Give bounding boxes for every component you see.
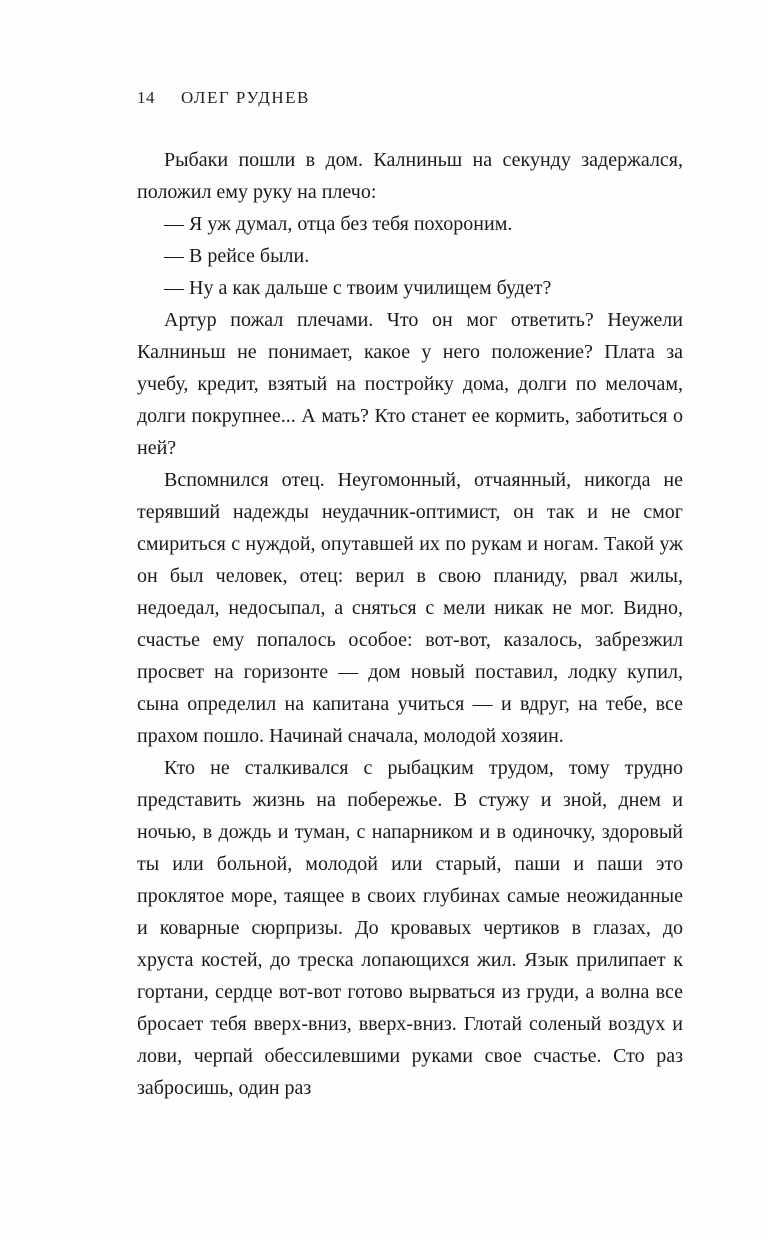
paragraph-narrative: Артур пожал плечами. Что он мог ответить? Неужели Калниньш не понимает, какое у него положение? Плата за учебу, кредит, взятый на постройку дома, долги по мелочам, долги покрупнее... А мать? Кто станет ее кормить, заботиться о ней? bbox=[137, 309, 683, 459]
running-head-author: ОЛЕГ РУДНЕВ bbox=[181, 88, 310, 107]
page-body bbox=[137, 144, 683, 1104]
paragraph-dialogue: — В рейсе были. bbox=[164, 245, 310, 267]
paragraph-dialogue: — Я уж думал, отца без тебя похороним. bbox=[164, 213, 513, 235]
paragraph-dialogue: — Ну а как дальше с твоим училищем будет? bbox=[164, 277, 552, 299]
page-header bbox=[137, 88, 683, 108]
paragraph-narrative: Вспомнился отец. Неугомонный, отчаянный, никогда не терявший надежды неудачник-оптимист, он так и не смог смириться с нуждой, опутавшей их по рукам и ногам. Такой уж он был человек, отец: верил в свою планиду, рвал жилы, недоедал, недосыпал, а сняться с мели никак не мог. Видно, счастье ему попалось особое: вот-вот, казалось, забрезжил просвет на горизонте — дом новый поставил, лодку купил, сына определил на капитана учиться — и вдруг, на тебе, все прахом пошло. Начинай сначала, молодой хозяин. bbox=[137, 469, 683, 747]
page-number: 14 bbox=[137, 88, 155, 107]
paragraph-narrative: Рыбаки пошли в дом. Калниньш на секунду задержался, положил ему руку на плечо: bbox=[137, 149, 683, 203]
paragraph-narrative: Кто не сталкивался с рыбацким трудом, тому трудно представить жизнь на побережье. В стужу и зной, днем и ночью, в дождь и туман, с напарником и в одиночку, здоровый ты или больной, молодой или старый, паши и паши это проклятое море, таящее в своих глубинах самые неожиданные и коварные сюрпризы. До кровавых чертиков в глазах, до хруста костей, до треска лопающихся жил. Язык прилипает к гортани, сердце вот-вот готово вырваться из груди, а волна все бросает тебя вверх-вниз, вверх-вниз. Глотай соленый воздух и лови, черпай обессилевшими руками свое счастье. Сто раз забросишь, один раз bbox=[137, 757, 683, 1099]
